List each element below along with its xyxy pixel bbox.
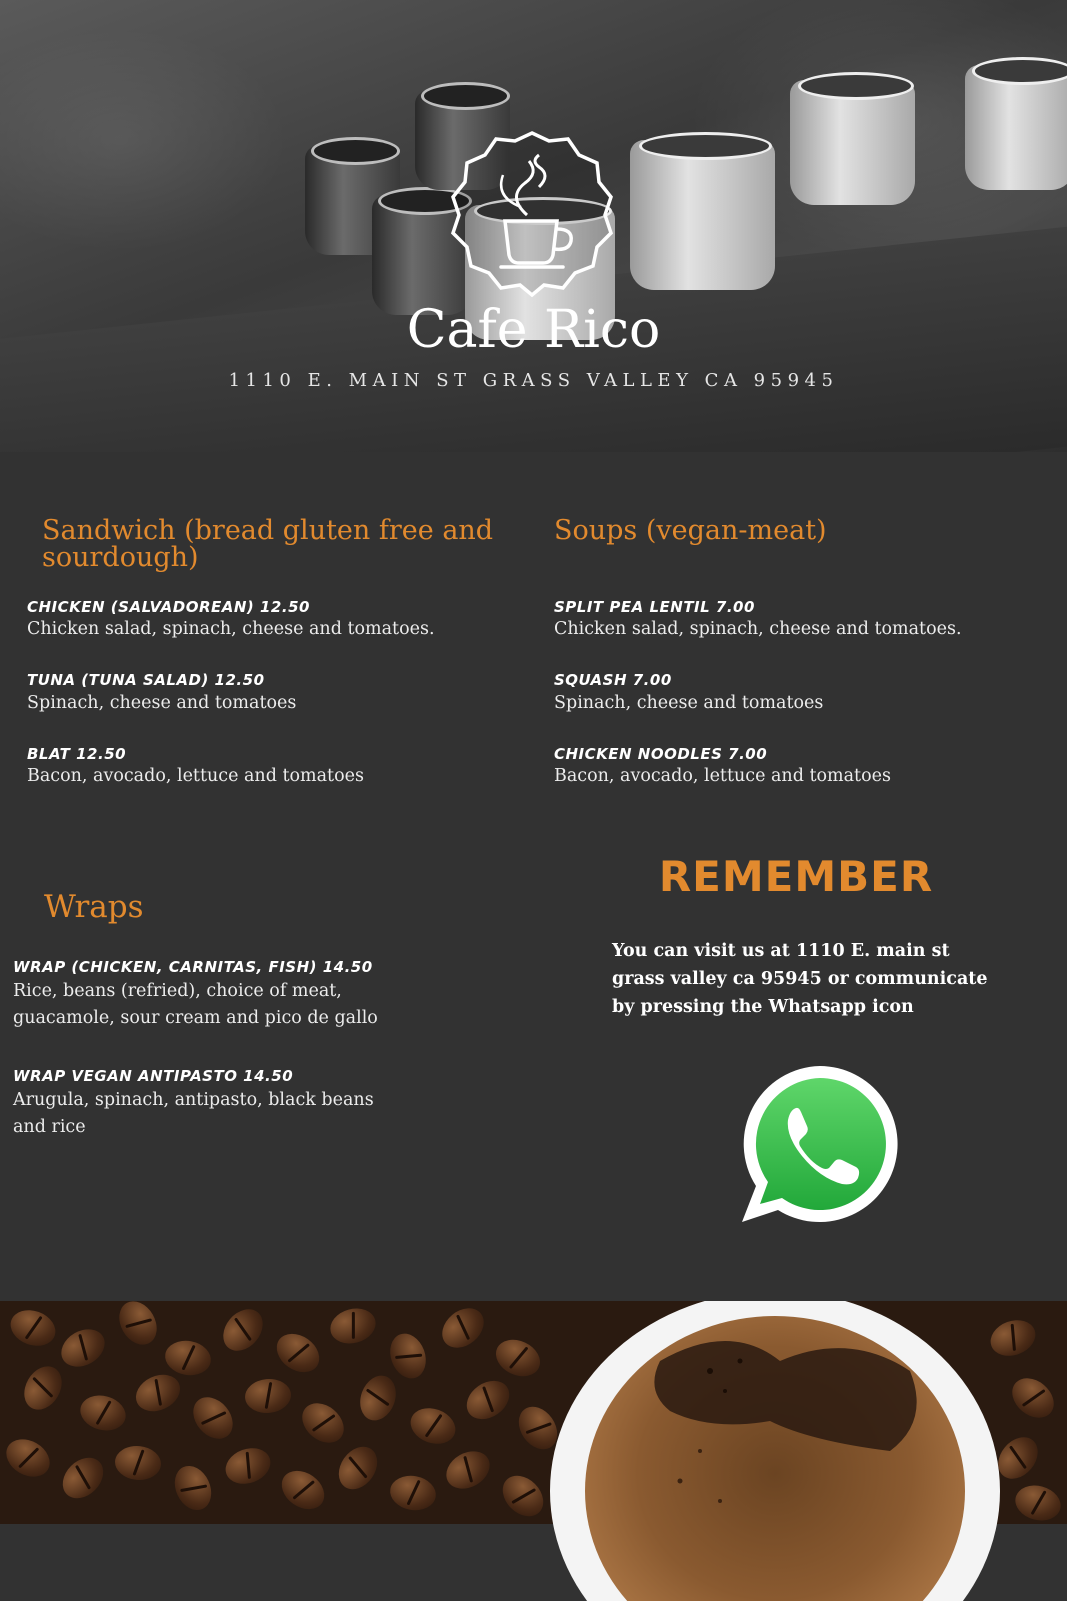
cafe-title: Cafe Rico <box>406 300 661 360</box>
menu-item-desc: Bacon, avocado, lettuce and tomatoes <box>27 766 364 786</box>
menu-item-name: WRAP (CHICKEN, CARNITAS, FISH) 14.50 <box>13 958 373 976</box>
coffee-cup-icon <box>447 127 617 297</box>
soups-heading: Soups (vegan-meat) <box>554 515 827 546</box>
menu-item-name: BLAT 12.50 <box>27 745 127 763</box>
visit-line: by pressing the Whatsapp icon <box>612 997 914 1017</box>
menu-item-name: SPLIT PEA LENTIL 7.00 <box>554 598 755 616</box>
tin-cup <box>965 65 1067 190</box>
menu-item-desc: and rice <box>13 1117 86 1137</box>
menu-item-name: TUNA (TUNA SALAD) 12.50 <box>27 671 265 689</box>
cafe-address: 1110 E. MAIN ST GRASS VALLEY CA 95945 <box>228 370 839 391</box>
visit-line: grass valley ca 95945 or communicate <box>612 969 988 989</box>
menu-item-desc: Spinach, cheese and tomatoes <box>554 693 824 713</box>
menu-item-desc: Chicken salad, spinach, cheese and tomatoes. <box>27 619 435 639</box>
coffee-mug-photo <box>550 1301 1000 1601</box>
wraps-heading: Wraps <box>44 889 144 925</box>
tin-cup <box>630 140 775 290</box>
visit-text <box>612 937 1032 1021</box>
hero-banner <box>0 0 1067 452</box>
tin-cup <box>790 80 915 205</box>
menu-item-desc: guacamole, sour cream and pico de gallo <box>13 1008 378 1028</box>
sandwich-heading-cont: sourdough) <box>42 542 199 573</box>
menu-item-desc: Arugula, spinach, antipasto, black beans <box>13 1090 374 1110</box>
menu-item-desc: Chicken salad, spinach, cheese and tomatoes. <box>554 619 962 639</box>
menu-item-desc: Spinach, cheese and tomatoes <box>27 693 297 713</box>
whatsapp-icon[interactable] <box>738 1062 902 1226</box>
menu-item-name: WRAP VEGAN ANTIPASTO 14.50 <box>13 1067 294 1085</box>
sandwich-heading: Sandwich (bread gluten free and <box>42 515 494 546</box>
menu-item-desc: Rice, beans (refried), choice of meat, <box>13 981 342 1001</box>
menu-item-name: CHICKEN (SALVADOREAN) 12.50 <box>27 598 310 616</box>
visit-line: You can visit us at 1110 E. main st <box>612 941 950 961</box>
menu-item-desc: Bacon, avocado, lettuce and tomatoes <box>554 766 891 786</box>
menu-item-name: CHICKEN NOODLES 7.00 <box>554 745 768 763</box>
remember-heading: REMEMBER <box>658 852 934 901</box>
menu-item-name: SQUASH 7.00 <box>554 671 672 689</box>
